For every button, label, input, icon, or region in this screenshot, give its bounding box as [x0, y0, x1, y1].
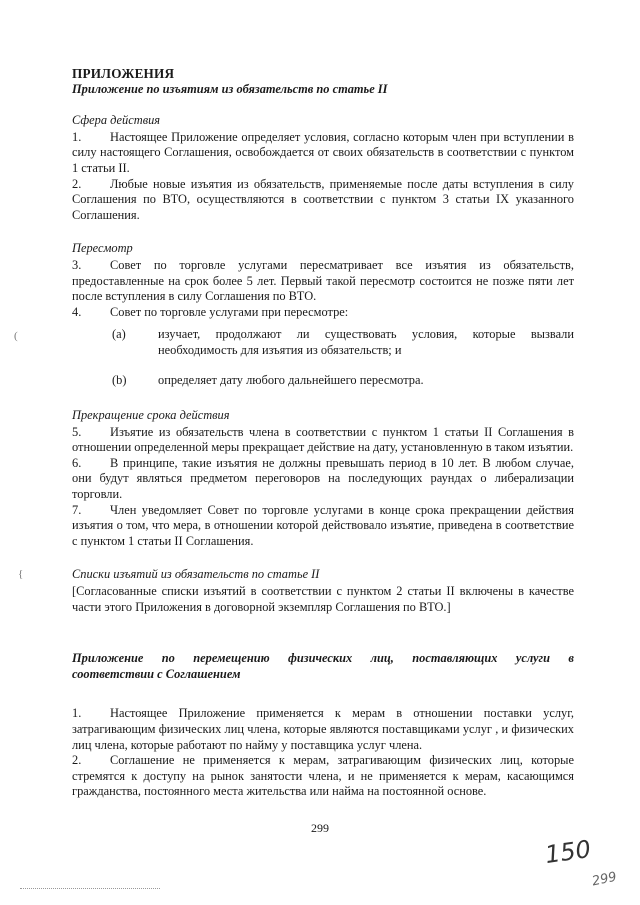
- section-heading-review: Пересмотр: [72, 241, 133, 256]
- paragraph-6: [72, 456, 574, 503]
- document-body: [72, 66, 574, 800]
- subitem-b: [72, 373, 574, 389]
- paragraph-text: Член уведомляет Совет по торговле услугами в конце срока прекращении действия изъятия о том, что мера, в отношении которой действовало изъятие, приведена в соответствие с пунктом 1 статьи II Соглашения.: [72, 502, 574, 548]
- paragraph-text: Соглашение не применяется к мерам, затрагивающим физических лиц, которые стремятся к доступу на рынок занятости члена, и не применяется к мерам, касающимся гражданства, постоянного места жительства или найма на постоянной основе.: [72, 753, 574, 799]
- paragraph-1: [72, 130, 574, 177]
- document-subtitle: Приложение по изъятиям из обязательств по статье II: [72, 81, 388, 96]
- heading-word: Приложение: [72, 651, 144, 666]
- heading-word: поставляющих: [412, 651, 498, 666]
- subitem-text: определяет дату любого дальнейшего пересмотра.: [158, 372, 424, 387]
- paragraph-4: [72, 305, 574, 321]
- subitem-label: (a): [112, 327, 126, 342]
- section-heading-scope: Сфера действия: [72, 113, 161, 128]
- heading-word: услуги: [515, 651, 550, 666]
- paragraph-5: [72, 425, 574, 456]
- scan-artifact-line: [20, 888, 160, 889]
- paragraph-number: 5.: [72, 424, 82, 439]
- margin-scan-mark: (: [14, 330, 18, 342]
- paragraph-number: 4.: [72, 304, 82, 319]
- subitem-text: изучает, продолжают ли существовать условия, которые вызвали необходимость для изъятия из обязательств; и: [158, 327, 574, 357]
- document-title: ПРИЛОЖЕНИЯ: [72, 66, 175, 81]
- paragraph-text: Любые новые изъятия из обязательств, применяемые после даты вступления в силу Соглашения по ВТО, осуществляются в соответствии с пунктом 3 статьи IX указанного Соглашения.: [72, 176, 574, 222]
- paragraph-text: Совет по торговле услугами пересматривает все изъятия из обязательств, предоставленные на срок более 5 лет. Первый такой пересмотр состоится не позже пяти лет после вступления в силу Соглашения по ВТО.: [72, 257, 574, 304]
- subitem-label: (b): [112, 372, 127, 387]
- movement-paragraph-2: [72, 753, 574, 800]
- paragraph-number: 1.: [72, 129, 82, 144]
- paragraph-text: Настоящее Приложение определяет условия, согласно которым член при вступлении в силу настоящего Соглашения, освобождается от своих обязательств в соответствии с пунктом 1 статьи II.: [72, 129, 574, 175]
- heading-word: лиц,: [370, 651, 394, 666]
- page-number: 299: [311, 821, 329, 835]
- section-heading-lists: Списки изъятий из обязательств по статье II: [72, 567, 320, 582]
- paragraph-text: Изъятие из обязательств члена в соответствии с пунктом 1 статьи II Соглашения в отношении определенной меры прекращает действие на дату, установленную в таком изъятии.: [72, 424, 574, 455]
- heading-word: по: [161, 651, 175, 666]
- heading-word: в: [568, 651, 574, 666]
- handwritten-page-mark: 299: [590, 869, 619, 890]
- paragraph-number: 3.: [72, 257, 82, 272]
- paragraph-text: В принципе, такие изъятия не должны превышать период в 10 лет. В любом случае, они будут являться предметом переговоров на последующих раундах о либерализации торговли.: [72, 455, 574, 502]
- annex-heading-movement: [72, 651, 574, 682]
- paragraph-number: 6.: [72, 455, 82, 470]
- paragraph-7: [72, 503, 574, 550]
- paragraph-text: Совет по торговле услугами при пересмотре:: [110, 304, 349, 319]
- section-heading-termination: Прекращение срока действия: [72, 408, 230, 423]
- annex-heading-line-2: соответствии с Соглашением: [72, 666, 241, 681]
- subitem-a: [72, 327, 574, 358]
- paragraph-number: 1.: [72, 706, 82, 721]
- handwritten-folio-number: 150: [543, 834, 593, 870]
- annex-heading-line-1: [72, 651, 574, 667]
- paragraph-number: 2.: [72, 753, 82, 768]
- heading-word: перемещению: [193, 651, 270, 666]
- paragraph-2: [72, 177, 574, 224]
- paragraph-3: [72, 258, 574, 305]
- paragraph-number: 2.: [72, 176, 82, 191]
- lists-note: [Согласованные списки изъятий в соответствии с пунктом 2 статьи II включены в качестве части этого Приложения в договорной экземпляр Соглашения по ВТО.]: [72, 584, 574, 614]
- paragraph-number: 7.: [72, 502, 82, 517]
- paragraph-text: Настоящее Приложение применяется к мерам в отношении поставки услуг, затрагивающим физических лиц члена, которые являются поставщиками услуг , и физических лиц члена, которые работают по найму у поставщика услуг члена.: [72, 706, 574, 752]
- movement-paragraph-1: [72, 706, 574, 753]
- margin-scan-mark: {: [18, 568, 24, 580]
- heading-word: физических: [288, 651, 353, 666]
